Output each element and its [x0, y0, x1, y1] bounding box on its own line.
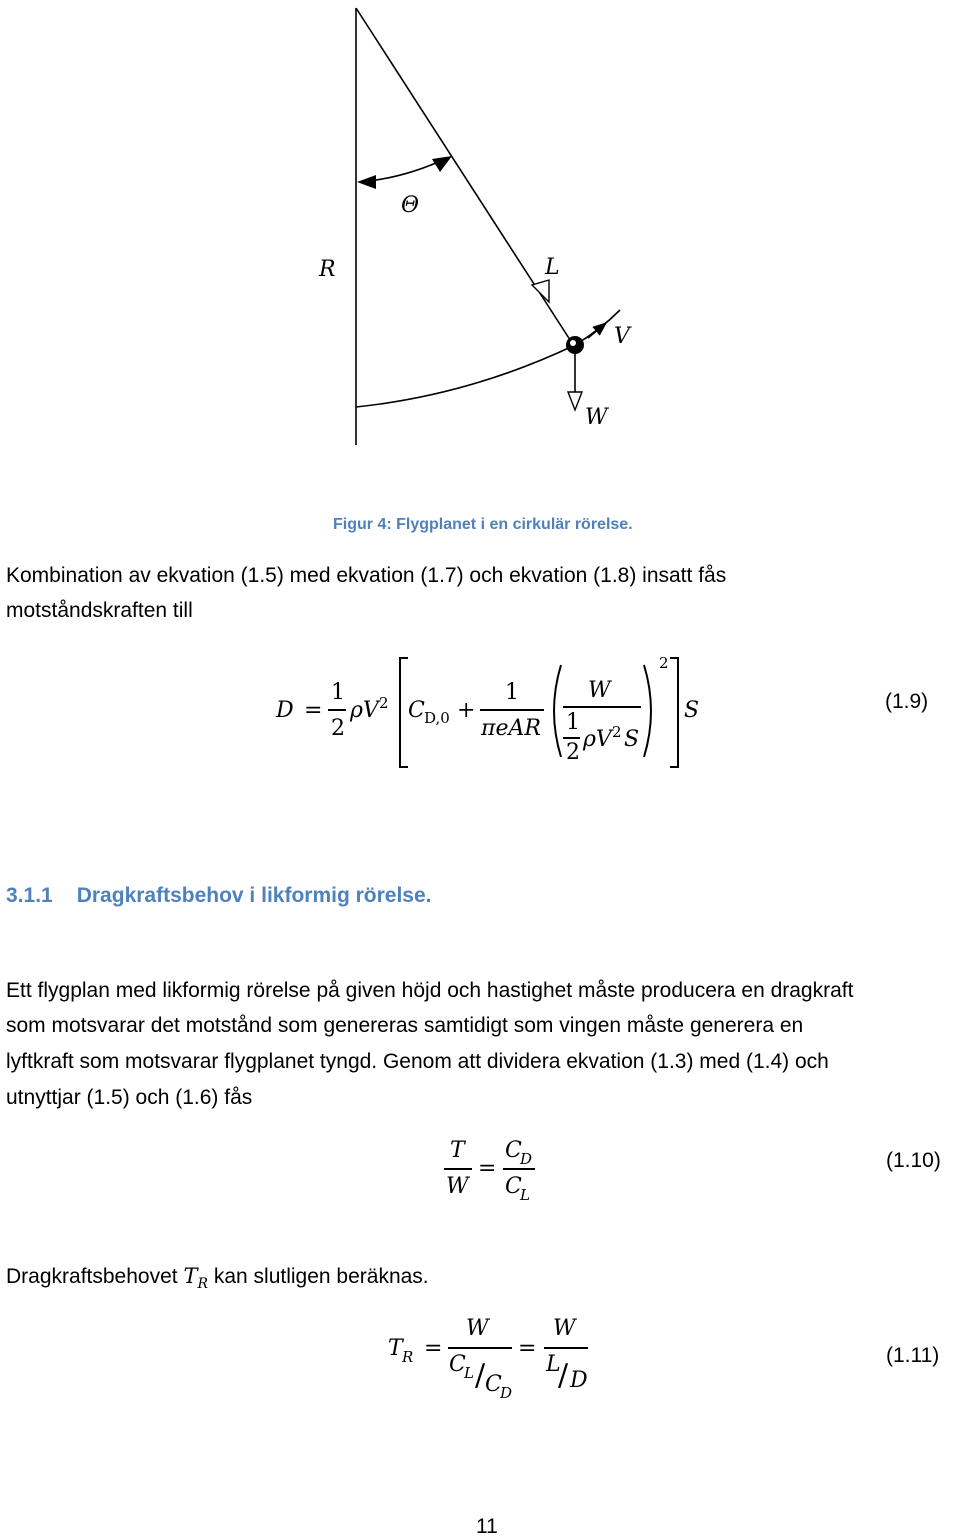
paragraph-intro-line2: motståndskraften till	[6, 599, 193, 622]
section-number: 3.1.1	[6, 884, 53, 907]
lift-arrowhead	[532, 280, 549, 302]
l-label: L	[545, 255, 560, 280]
r-label: R	[319, 257, 336, 282]
right-paren	[642, 663, 660, 759]
v-label: V	[614, 324, 630, 349]
velocity-arrow	[588, 323, 606, 338]
figure-circular-motion	[0, 0, 960, 470]
section-title: Dragkraftsbehov i likformig rörelse.	[76, 884, 432, 907]
paragraph-body-line4: utnyttjar (1.5) och (1.6) fås	[6, 1086, 253, 1109]
left-paren	[545, 663, 563, 759]
left-bracket	[399, 657, 408, 768]
paragraph-body-line2: som motsvarar det motstånd som genereras samtidigt som vingen måste generera en	[6, 1014, 804, 1037]
paragraph-intro-line1: Kombination av ekvation (1.5) med ekvation (1.7) och ekvation (1.8) insatt fås	[6, 564, 727, 587]
paragraph-body-line3: lyftkraft som motsvarar flygplanet tyngd. Genom att dividera ekvation (1.3) med (1.4) och	[6, 1050, 829, 1073]
equation-number-1-9: (1.9)	[885, 690, 929, 713]
equation-number-1-11: (1.11)	[886, 1344, 940, 1367]
weight-arrowhead	[568, 392, 582, 410]
w-label: W	[585, 405, 608, 430]
paragraph-conclusion: Dragkraftsbehovet $T_R$ kan slutligen beräknas.	[6, 1264, 429, 1292]
theta-label: Θ	[401, 193, 420, 218]
section-heading	[6, 884, 432, 908]
equation-number-1-10: (1.10)	[886, 1149, 941, 1172]
page-number: 11	[476, 1515, 498, 1538]
paragraph-body-line1: Ett flygplan med likformig rörelse på given höjd och hastighet måste producera en dragkraft	[6, 979, 854, 1002]
theta-arrowhead-left	[357, 175, 376, 189]
figure-caption: Figur 4: Flygplanet i en cirkulär rörelse.	[333, 516, 633, 533]
right-bracket	[670, 657, 679, 768]
